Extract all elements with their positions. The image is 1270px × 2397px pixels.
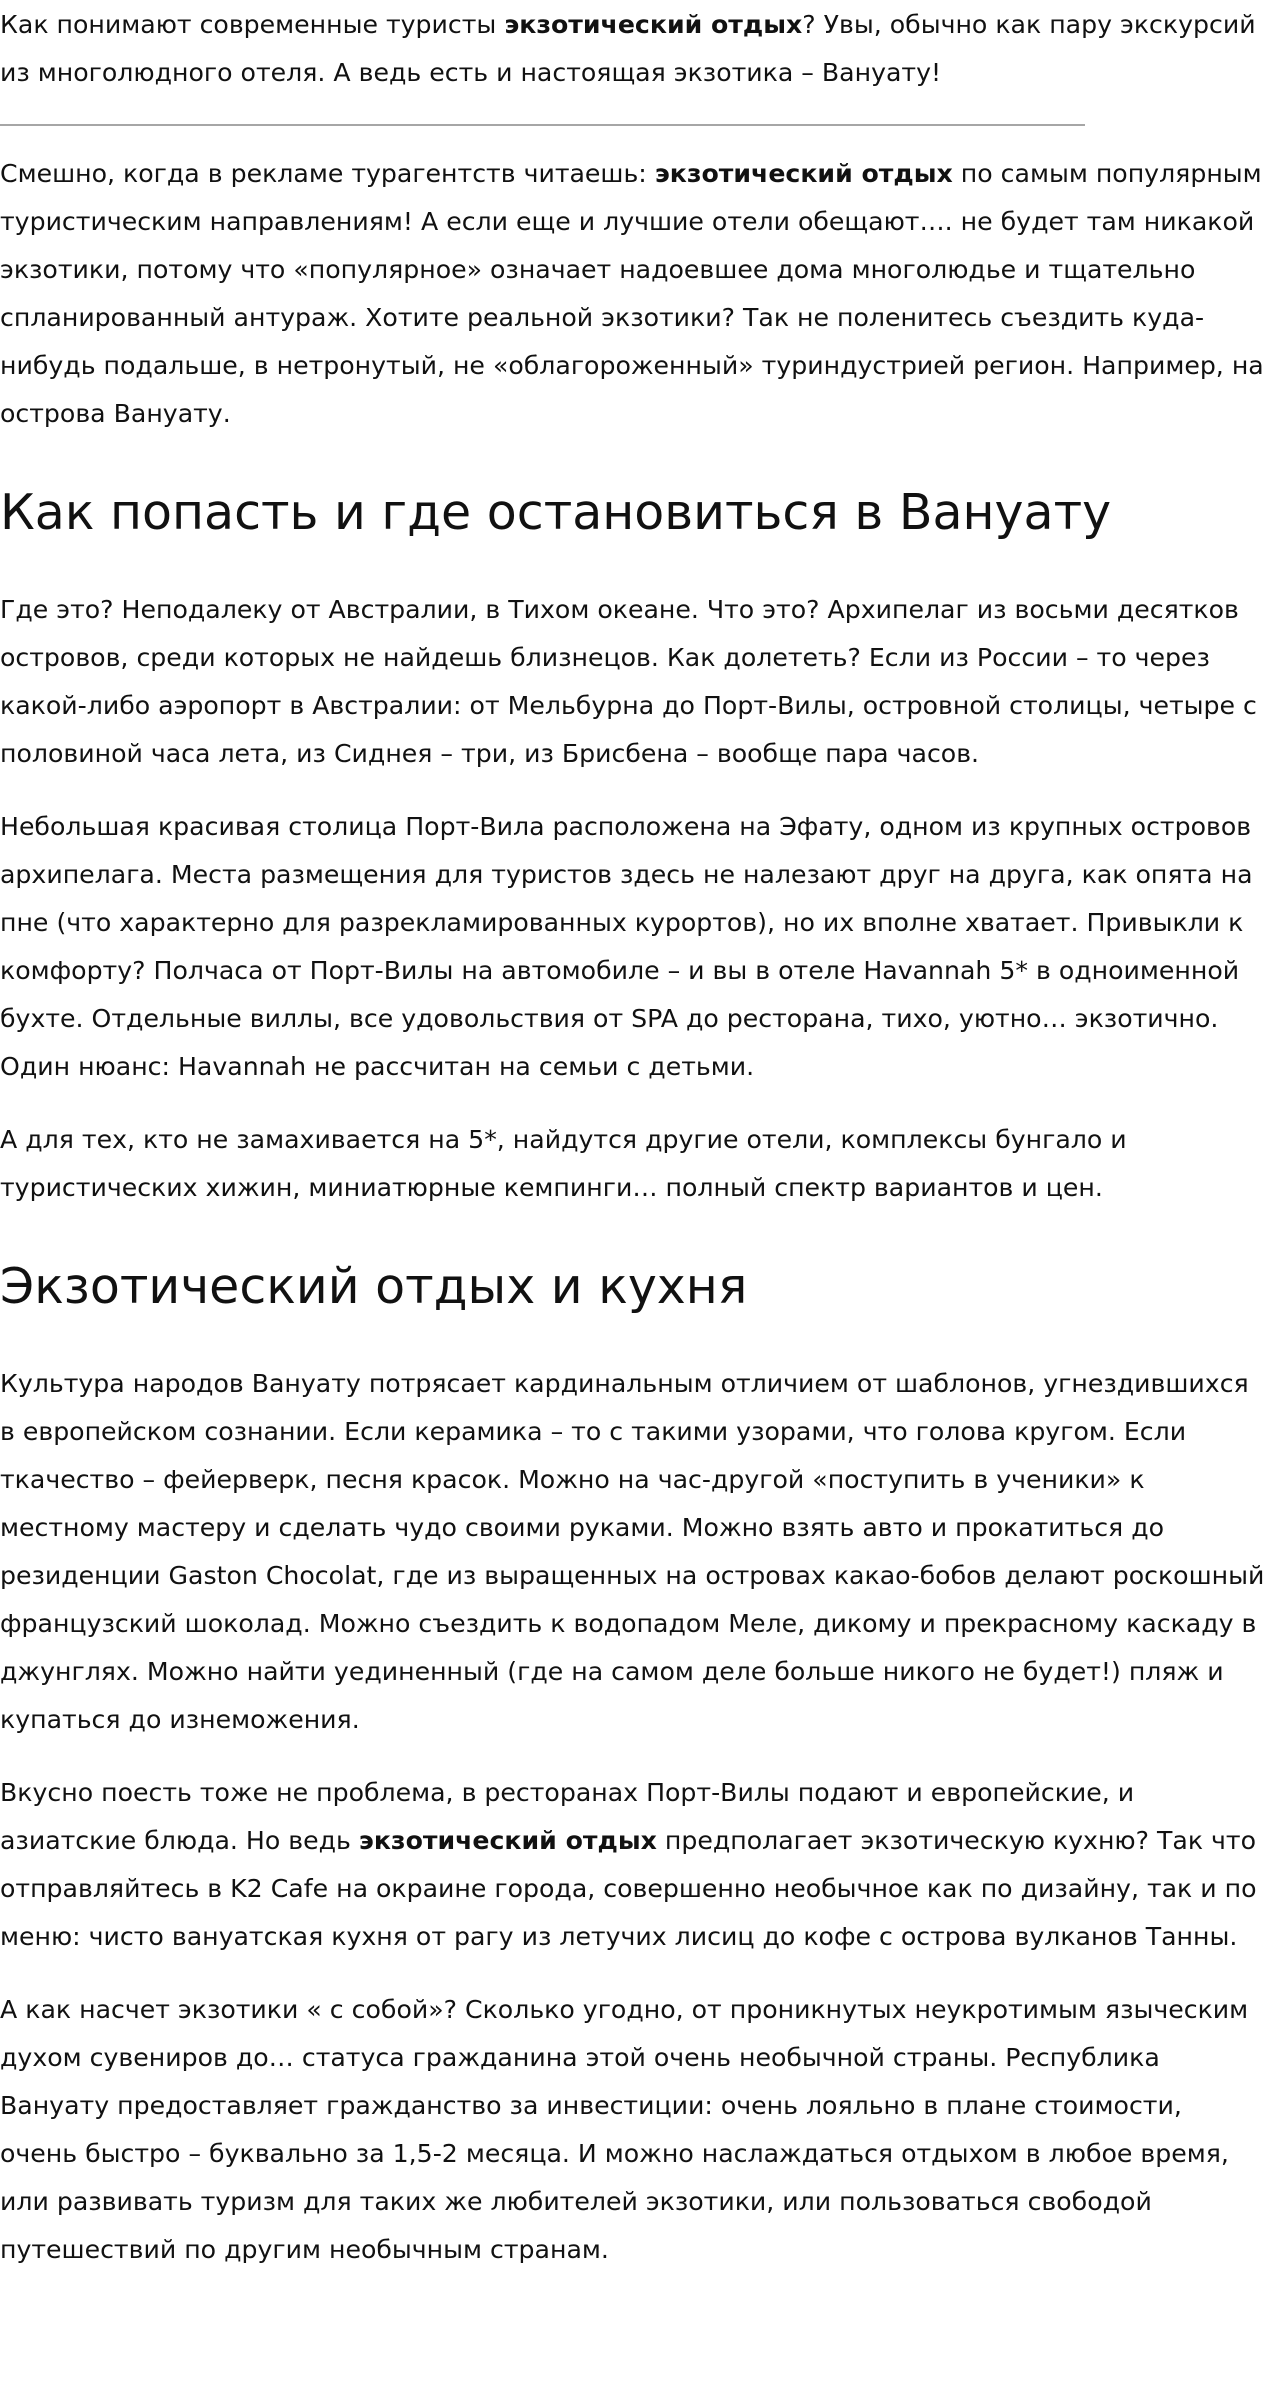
section-heading-cuisine: Экзотический отдых и кухня — [0, 1258, 748, 1315]
paragraph-food — [0, 1769, 1265, 1961]
paragraph-alternatives: А для тех, кто не замахивается на 5*, найдутся другие отели, комплексы бунгало и туристических хижин, миниатюрные кемпинги… полный спектр вариантов и цен. — [0, 1125, 1127, 1202]
paragraph-accommodation: Небольшая красивая столица Порт-Вила расположена на Эфату, одном из крупных островов архипелага. Места размещения для туристов здесь не налезают друг на друга, как опята на пне (что характерно для разрекламированных курортов), но их вполне хватает. Привыкли к комфорту? Полчаса от Порт-Вилы на автомобиле – и вы в отеле Havannah 5* в одноименной бухте. Отдельные виллы, все удовольствия от SPA до ресторана, тихо, уютно… экзотично. Один нюанс: Havannah не рассчитан на семьи с детьми. — [0, 812, 1253, 1081]
lead-text-end: по самым популярным туристическим направлениям! А если еще и лучшие отели обещают…. не будет там никакой экзотики, потому что «популярное» означает надоевшее дома многолюдье и тщательно спланированный антураж. Хотите реальной экзотики? Так не поленитесь съездить куда-нибудь подальше, в нетронутый, не «облагороженный» туриндустрией регион. Например, на острова Вануату. — [0, 159, 1264, 428]
paragraph-location: Где это? Неподалеку от Австралии, в Тихом океане. Что это? Архипелаг из восьми десятков островов, среди которых не найдешь близнецов. Как долететь? Если из России – то через какой-либо аэропорт в Австралии: от Мельбурна до Порт-Вилы, островной столицы, четыре с половиной часа лета, из Сиднея – три, из Брисбена – вообще пара часов. — [0, 595, 1257, 768]
intro-keyword: экзотический отдых — [504, 10, 803, 39]
section-heading-travel: Как попасть и где остановиться в Вануату — [0, 484, 1112, 541]
food-text-start: Вкусно поесть тоже не проблема, в ресторанах Порт-Вилы подают и европейские, и азиатские блюда. Но ведь — [0, 1778, 1135, 1855]
paragraph-culture: Культура народов Вануату потрясает кардинальным отличием от шаблонов, угнездившихся в европейском сознании. Если керамика – то с такими узорами, что голова кругом. Если ткачество – фейерверк, песня красок. Можно на час-другой «поступить в ученики» к местному мастеру и сделать чудо своими руками. Можно взять авто и прокатиться до резиденции Gaston Chocolat, где из выращенных на островах какао-бобов делают роскошный французский шоколад. Можно съездить к водопадом Меле, дикому и прекрасному каскаду в джунглях. Можно найти уединенный (где на самом деле больше никого не будет!) пляж и купаться до изнеможения. — [0, 1369, 1265, 1734]
food-text-end: предполагает экзотическую кухню? Так что отправляйтесь в K2 Cafe на окраине города, совершенно необычное как по дизайну, так и по меню: чисто вануатская кухня от рагу из летучих лисиц до кофе с острова вулканов Танны. — [0, 1826, 1257, 1951]
article — [0, 1, 1265, 2274]
divider — [0, 124, 1085, 126]
lead-paragraph — [0, 150, 1265, 438]
intro-text-end: ? Увы, обычно как пару экскурсий из многолюдного отеля. А ведь есть и настоящая экзотика – Вануату! — [0, 10, 1256, 87]
intro-paragraph — [0, 1, 1265, 97]
paragraph-citizenship: А как насчет экзотики « с собой»? Сколько угодно, от проникнутых неукротимым языческим духом сувениров до… статуса гражданина этой очень необычной страны. Республика Вануату предоставляет гражданство за инвестиции: очень лояльно в плане стоимости, очень быстро – буквально за 1,5-2 месяца. И можно наслаждаться отдыхом в любое время, или развивать туризм для таких же любителей экзотики, или пользоваться свободой путешествий по другим необычным странам. — [0, 1995, 1249, 2264]
intro-text-start: Как понимают современные туристы — [0, 10, 505, 39]
lead-text-start: Смешно, когда в рекламе турагентств читаешь: — [0, 159, 655, 188]
food-keyword: экзотический отдых — [358, 1826, 657, 1855]
lead-keyword: экзотический отдых — [654, 159, 953, 188]
